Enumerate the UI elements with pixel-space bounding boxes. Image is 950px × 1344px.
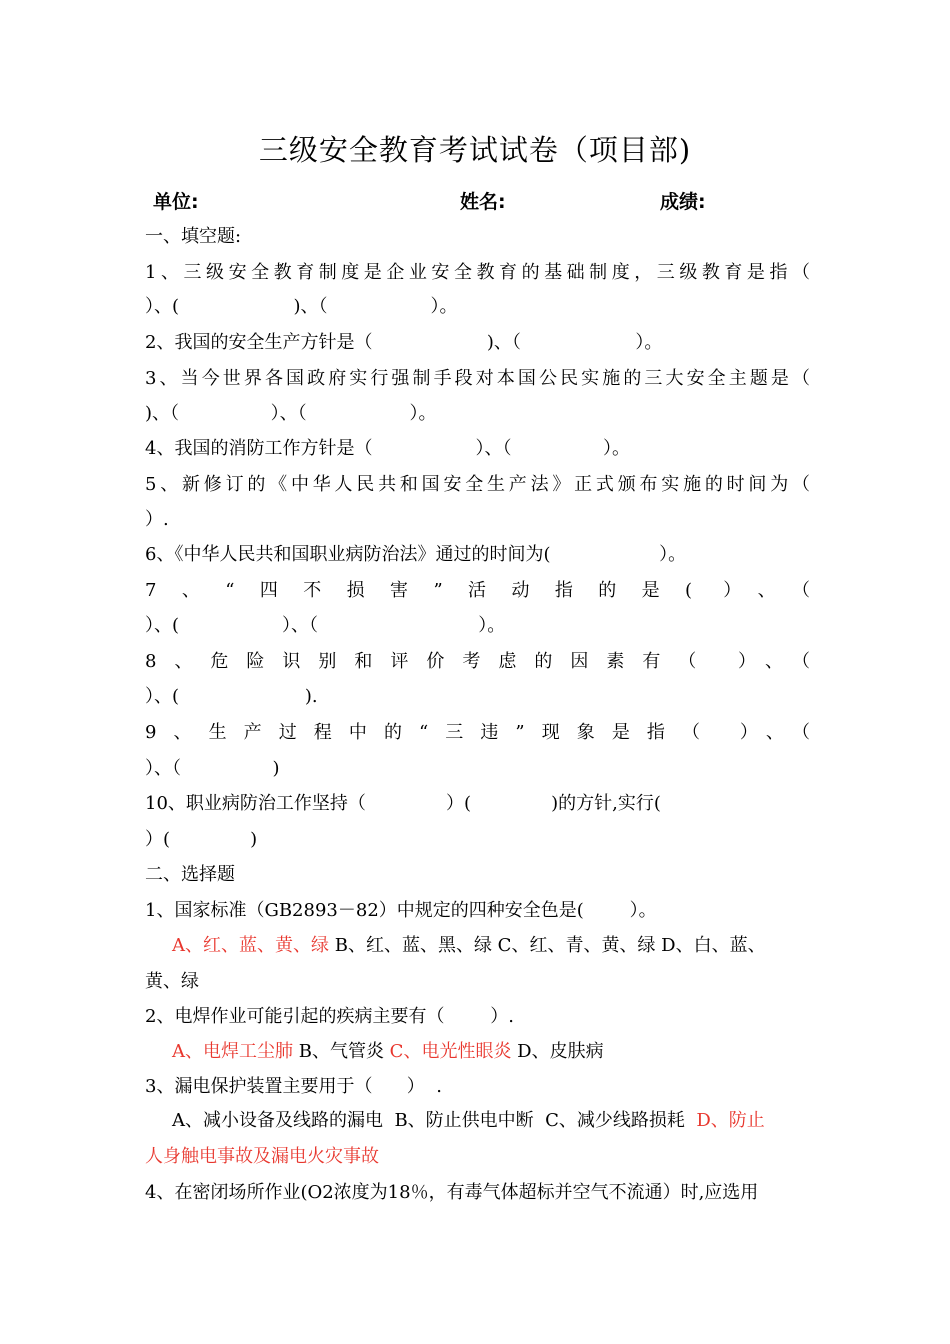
question-8-line-1: 8、危险识别和评价考虑的因素有（ ）、（ — [145, 651, 810, 672]
question-8-line-2: ）、( ). — [145, 686, 318, 707]
choice-1-other-options: B、红、蓝、黑、绿 C、红、青、黄、绿 D、白、蓝、 — [329, 935, 766, 956]
question-2: 2、我国的安全生产方针是（ )、（ ）。 — [145, 332, 663, 353]
choice-2-option-d: D、皮肤病 — [511, 1041, 604, 1062]
name-label: 姓名: — [460, 191, 506, 213]
choice-2-answer-a: A、电焊工尘肺 — [172, 1041, 293, 1062]
unit-label: 单位: — [153, 191, 199, 213]
question-10-line-2: ）( ) — [145, 829, 258, 850]
choice-3-answer-d-cont: 人身触电事故及漏电火灾事故 — [145, 1146, 379, 1167]
question-4: 4、我国的消防工作方针是（ ）、（ ）。 — [145, 438, 630, 459]
choice-1-question: 1、国家标准（GB2893－82）中规定的四种安全色是( ）。 — [145, 900, 657, 921]
choice-3-options-abc: A、减小设备及线路的漏电 B、防止供电中断 C、减少线路损耗 — [172, 1110, 697, 1131]
choice-1-answer: A、红、蓝、黄、绿 — [172, 935, 329, 956]
choice-3-options — [172, 1109, 812, 1133]
section-fill-blank-title: 一、填空题: — [145, 226, 242, 247]
choice-3-answer-d: D、防止 — [696, 1110, 765, 1131]
page-title: 三级安全教育考试试卷（项目部) — [258, 133, 692, 167]
question-5-line-2: ）. — [145, 509, 169, 530]
choice-3-question: 3、漏电保护装置主要用于（ ） . — [145, 1076, 442, 1097]
question-3-line-1: 3、当今世界各国政府实行强制手段对本国公民实施的三大安全主题是（ — [145, 368, 810, 389]
question-6: 6、《中华人民共和国职业病防治法》通过的时间为( ）。 — [145, 544, 687, 565]
choice-2-answer-c: C、电光性眼炎 — [389, 1041, 512, 1062]
question-5-line-1: 5、新修订的《中华人民共和国安全生产法》正式颁布实施的时间为（ — [145, 474, 810, 495]
question-7-line-1: 7、“四不损害”活动指的是( ）、（ — [145, 580, 810, 601]
question-1-line-2: ）、( )、（ ）。 — [145, 296, 458, 317]
choice-1-options — [172, 934, 812, 958]
score-label: 成绩: — [660, 191, 706, 213]
section-choice-title: 二、选择题 — [145, 864, 235, 885]
choice-1-options-cont: 黄、绿 — [145, 971, 199, 992]
question-10-line-1: 10、职业病防治工作坚持（ ）( )的方针,实行( — [145, 793, 661, 814]
choice-4-question: 4、在密闭场所作业(O2浓度为18％，有毒气体超标并空气不流通）时,应选用 — [145, 1182, 759, 1203]
question-7-line-2: ）、( ）、（ ）。 — [145, 615, 506, 636]
choice-2-question: 2、电焊作业可能引起的疾病主要有（ ）. — [145, 1006, 514, 1027]
choice-2-options — [172, 1040, 812, 1064]
question-3-line-2: )、（ ）、（ ）。 — [145, 403, 437, 424]
question-9-line-1: 9、生产过程中的“三违”现象是指（ ）、（ — [145, 722, 810, 743]
question-9-line-2: ）、（ ) — [145, 758, 280, 779]
choice-2-option-b: B、气管炎 — [293, 1041, 390, 1062]
question-1-line-1: 1、三级安全教育制度是企业安全教育的基础制度，三级教育是指（ — [145, 262, 810, 283]
